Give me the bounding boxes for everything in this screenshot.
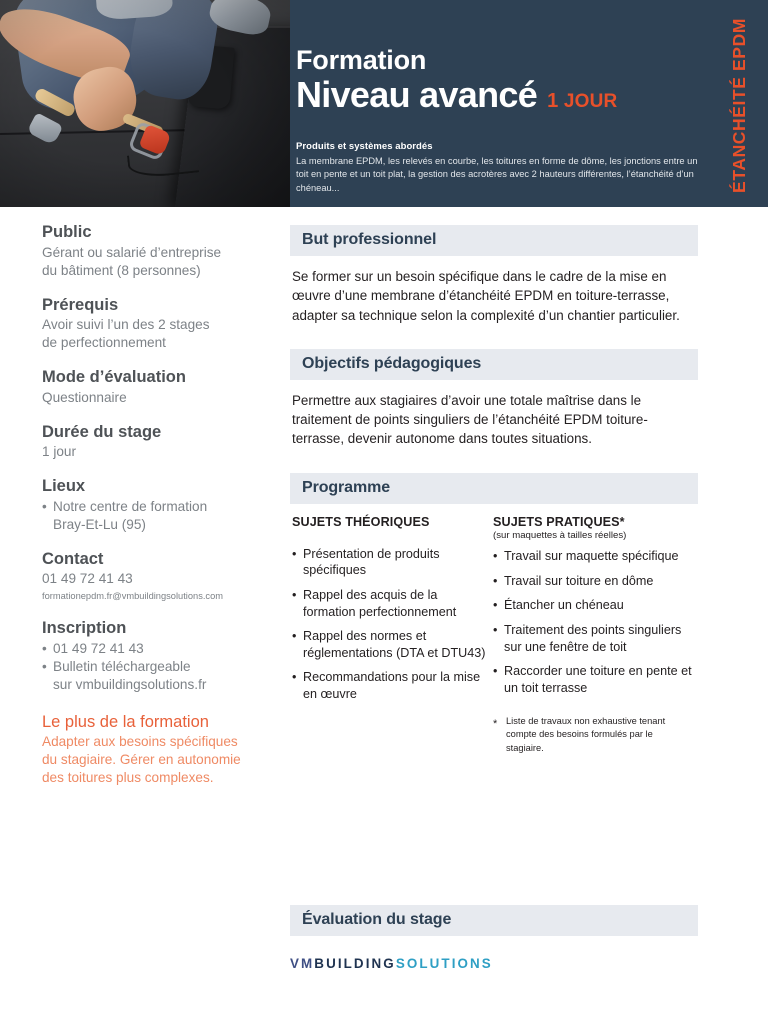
sidebar-block-contact: [42, 549, 274, 604]
banner-eyebrow: Formation: [296, 45, 427, 75]
photo-vignette: [0, 0, 290, 207]
section-heading-objectifs: Objectifs pédagogiques: [302, 354, 482, 372]
banner-title-row: [296, 76, 696, 114]
products-heading: Produits et systèmes abordés: [296, 141, 433, 153]
sidebar-text-duree-1: 1 jour: [42, 444, 77, 460]
list-item: • Rappel des acquis de la formation perfectionnement: [292, 587, 493, 620]
programme-subnote-pratiques: (sur maquettes à tailles réelles): [493, 529, 627, 541]
vertical-category-label: ÉTANCHÉITÉ EPDM: [729, 18, 749, 193]
sidebar-heading-prerequis: Prérequis: [42, 295, 119, 314]
sidebar-text-public-2: du bâtiment (8 personnes): [42, 262, 201, 278]
logo-vm: VM: [290, 956, 315, 971]
list-item: • Travail sur maquette spécifique: [493, 548, 698, 565]
footnote-asterisk: *: [493, 717, 498, 730]
sidebar-block-plus: [42, 712, 274, 787]
sidebar-block-duree: [42, 422, 274, 462]
section-body-but: Se former sur un besoin spécifique dans le cadre de la mise en œuvre d’une membrane d’étanchéité EPDM en toiture-terrasse, adapter sa technique selon la complexité d’un chantier particulier.: [292, 269, 680, 323]
list-item: • Étancher un chéneau: [493, 597, 698, 614]
section-heading-but: But professionnel: [302, 231, 437, 248]
products-description: La membrane EPDM, les relevés en courbe, les toitures en forme de dôme, les jonctions entre un toit en pente et un toit plat, la gestion des acrotères avec 2 hauteurs différentes, l’étanchéité d’un chéneau...: [296, 156, 698, 193]
sidebar-list-item-lieu: • Notre centre de formation: [42, 498, 274, 516]
inscription-bulletin-url[interactable]: sur vmbuildingsolutions.fr: [53, 676, 207, 692]
inscription-phone[interactable]: • 01 49 72 41 43: [42, 640, 274, 658]
page-body: [0, 207, 768, 1024]
sidebar-text-prerequis-1: Avoir suivi l’un des 2 stages: [42, 317, 210, 333]
footnote-text: Liste de travaux non exhaustive tenant compte des besoins formulés par le stagiaire.: [506, 715, 666, 754]
list-item: • Raccorder une toiture en pente et un toit terrasse: [493, 663, 698, 696]
plus-heading: Le plus de la formation: [42, 712, 209, 731]
section-band-programme: [290, 473, 698, 504]
section-band-evaluation: [290, 905, 698, 936]
logo-solutions: SOLUTIONS: [395, 956, 493, 971]
sidebar-block-prerequis: [42, 295, 274, 353]
section-band-objectifs: [290, 349, 698, 380]
logo-building: BUILDING: [314, 956, 396, 971]
inscription-bulletin[interactable]: • Bulletin téléchargeable: [42, 658, 274, 676]
list-item: • Recommandations pour la mise en œuvre: [292, 669, 493, 702]
banner-title: Niveau avancé: [296, 74, 538, 116]
spacer: [292, 530, 493, 546]
list-item: • Rappel des normes et réglementations (DTA et DTU43): [292, 628, 493, 661]
sidebar-heading-evaluation: Mode d’évaluation: [42, 368, 186, 386]
programme-column-theoriques: [292, 515, 493, 757]
programme-columns: [292, 515, 698, 757]
banner-duration-badge: [547, 90, 617, 113]
sidebar-block-inscription: [42, 618, 274, 693]
sidebar-text-prerequis-2: de perfectionnement: [42, 335, 166, 351]
brand-logo: [290, 956, 493, 971]
sidebar-heading-inscription: Inscription: [42, 619, 127, 638]
sidebar-block-evaluation: [42, 367, 274, 407]
programme-subheading-theoriques: SUJETS THÉORIQUES: [292, 514, 430, 529]
sidebar-heading-contact: Contact: [42, 549, 104, 568]
list-item: • Présentation de produits spécifiques: [292, 546, 493, 579]
contact-phone[interactable]: 01 49 72 41 43: [42, 571, 133, 587]
plus-text-2: du stagiaire. Gérer en autonomie: [42, 752, 241, 768]
sidebar-list-item-lieu-cont: Bray-Et-Lu (95): [53, 516, 146, 532]
page-banner: [0, 0, 768, 207]
info-sidebar: [42, 222, 274, 787]
programme-column-pratiques: [493, 515, 698, 757]
plus-text-3: des toitures plus complexes.: [42, 770, 214, 786]
programme-subheading-pratiques: SUJETS PRATIQUES*: [493, 514, 625, 529]
sidebar-block-lieux: [42, 476, 274, 534]
list-item: • Travail sur toiture en dôme: [493, 573, 698, 590]
programme-footnote: [493, 715, 689, 757]
section-band-but: [290, 225, 698, 256]
sidebar-text-evaluation-1: Questionnaire: [42, 389, 127, 405]
section-body-objectifs: Permettre aux stagiaires d’avoir une totale maîtrise dans le traitement de points singuliers de l’étanchéité EPDM toiture-terrasse, devenir autonome dans toutes situations.: [292, 392, 648, 447]
vertical-category-tag: [729, 18, 750, 198]
section-heading-programme: Programme: [302, 478, 391, 496]
banner-text-panel: [290, 0, 768, 207]
duration-unit: JOUR: [563, 91, 618, 113]
list-item: • Traitement des points singuliers sur une fenêtre de toit: [493, 622, 698, 655]
plus-text-1: Adapter aux besoins spécifiques: [42, 734, 238, 750]
section-heading-evaluation: Évaluation du stage: [302, 911, 452, 928]
duration-number: 1: [547, 90, 559, 113]
main-content: [290, 225, 698, 756]
sidebar-block-public: [42, 222, 274, 280]
hero-photo-epdm-installation: [0, 0, 290, 207]
sidebar-heading-duree: Durée du stage: [42, 422, 162, 441]
sidebar-heading-public: Public: [42, 223, 92, 241]
contact-email[interactable]: formationepdm.fr@vmbuildingsolutions.com: [42, 591, 223, 602]
sidebar-heading-lieux: Lieux: [42, 477, 86, 496]
sidebar-text-public-1: Gérant ou salarié d’entreprise: [42, 244, 222, 260]
